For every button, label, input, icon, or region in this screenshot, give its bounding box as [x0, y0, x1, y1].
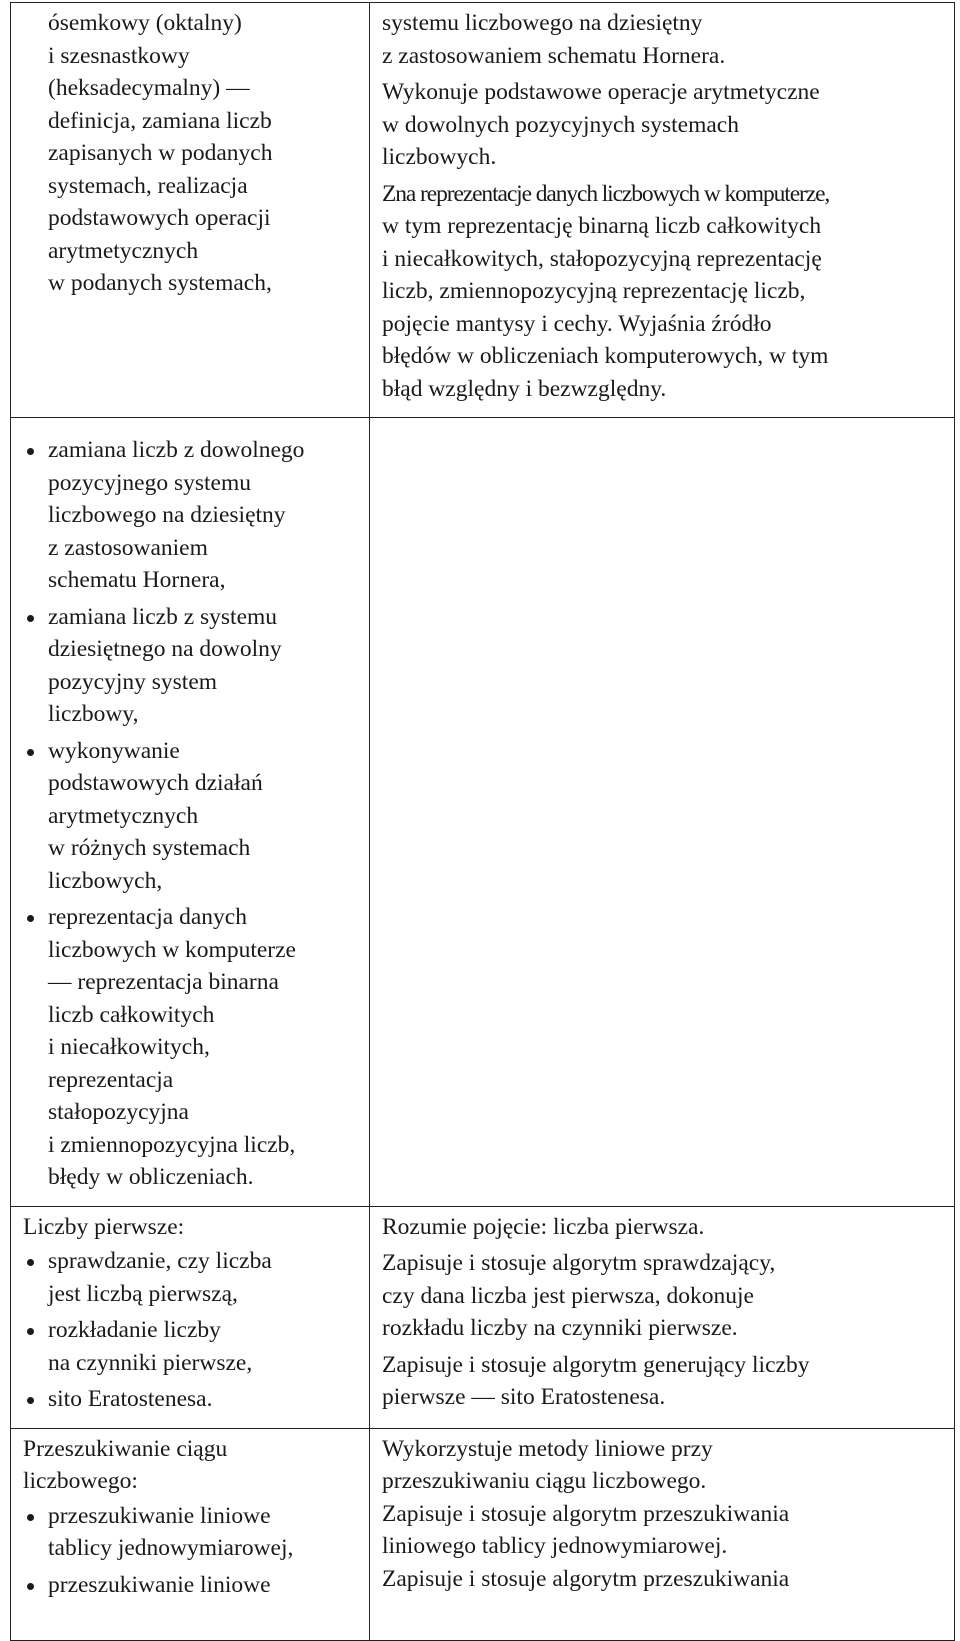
text-line: liczbowych w komputerze — [48, 936, 296, 963]
bullet-list — [23, 1245, 359, 1416]
text-line: arytmetycznych — [48, 802, 199, 829]
bullet-icon — [27, 749, 34, 756]
requirement-paragraph — [382, 7, 944, 72]
content-cell — [11, 418, 370, 1207]
text-line: błędy w obliczeniach. — [48, 1164, 254, 1190]
text-line: liczbowy, — [48, 701, 139, 727]
text-line: liniowego tablicy jednowymiarowej. — [382, 1533, 728, 1559]
text-line: Zna reprezentacje danych liczbowych w komputerze, — [382, 180, 830, 207]
requirements-cell — [370, 1206, 955, 1428]
requirements-cell — [370, 1428, 955, 1640]
text-line: sprawdzanie, czy liczba — [48, 1248, 272, 1274]
text-line: i szesnastkowy — [48, 42, 190, 69]
bullet-icon — [27, 1259, 34, 1266]
text-line: podstawowych działań — [48, 770, 263, 796]
curriculum-table — [10, 2, 955, 1641]
text-line: przeszukiwanie liniowe — [48, 1571, 271, 1598]
requirement-paragraph — [382, 1211, 944, 1244]
text-line: podstawowych operacji — [48, 205, 271, 231]
bullet-icon — [27, 615, 34, 622]
section-heading: Przeszukiwanie ciągu liczbowego: — [23, 1435, 228, 1494]
text-line: liczbowych, — [48, 867, 163, 894]
list-item — [23, 434, 359, 597]
text-line: pozycyjnego systemu — [48, 469, 251, 496]
bullet-icon — [27, 915, 34, 922]
content-cell — [11, 1428, 370, 1640]
text-line: wykonywanie — [48, 737, 180, 764]
text-line: Rozumie pojęcie: liczba pierwsza. — [382, 1213, 705, 1240]
section-heading: Liczby pierwsze: — [23, 1213, 185, 1240]
text-line: w dowolnych pozycyjnych systemach — [382, 111, 739, 138]
text-line: liczb, zmiennopozycyjną reprezentację liczb, — [382, 278, 806, 304]
bullet-icon — [27, 448, 34, 455]
text-line: przeszukiwaniu ciągu liczbowego. — [382, 1468, 707, 1494]
text-line: jest liczbą pierwszą, — [48, 1280, 238, 1307]
text-line: rozkładanie liczby — [48, 1317, 221, 1343]
content-cell — [11, 1206, 370, 1428]
text-line: błędów w obliczeniach komputerowych, w tym — [382, 343, 829, 369]
text-line: systemu liczbowego na dziesiętny — [382, 10, 703, 36]
text-line: reprezentacja — [48, 1066, 174, 1093]
text-line: Zapisuje i stosuje algorytm przeszukiwania — [382, 1500, 790, 1527]
text-line: zamiana liczb z systemu — [48, 603, 278, 630]
text-line: arytmetycznych — [48, 237, 199, 264]
list-item — [23, 1383, 359, 1416]
text-line: błąd względny i bezwzględny. — [382, 375, 667, 402]
text-line: systemach, realizacja — [48, 172, 248, 199]
text-line: (heksadecymalny) — — [48, 75, 250, 101]
text-line: zamiana liczb z dowolnego — [48, 437, 305, 463]
text-line: w tym reprezentację binarną liczb całkowitych — [382, 213, 822, 239]
requirement-paragraph — [382, 1247, 944, 1345]
text-line: tablicy jednowymiarowej, — [48, 1535, 294, 1561]
requirements-cell — [370, 418, 955, 1207]
text-line: Zapisuje i stosuje algorytm przeszukiwania — [382, 1565, 790, 1592]
requirement-paragraph — [382, 1563, 944, 1596]
text-line: i niecałkowitych, stałopozycyjną reprezentację — [382, 245, 822, 272]
requirement-paragraph — [382, 76, 944, 174]
requirement-paragraph — [382, 1349, 944, 1414]
text-line: i niecałkowitych, — [48, 1034, 210, 1060]
text-line: reprezentacja danych — [48, 904, 247, 930]
text-line: czy dana liczba jest pierwsza, dokonuje — [382, 1282, 754, 1309]
requirement-paragraph — [382, 178, 944, 406]
bullet-list — [23, 434, 359, 1194]
bullet-icon — [27, 1514, 34, 1521]
text-line: z zastosowaniem — [48, 534, 208, 561]
list-item — [23, 901, 359, 1194]
text-line: liczbowego na dziesiętny — [48, 502, 286, 528]
list-item — [23, 601, 359, 731]
list-item — [23, 1314, 359, 1379]
text-line: Zapisuje i stosuje algorytm sprawdzający, — [382, 1250, 776, 1276]
list-item — [23, 1500, 359, 1565]
continued-text — [23, 7, 359, 300]
text-line: liczbowych. — [382, 144, 497, 170]
text-line: — reprezentacja binarna — [48, 969, 279, 995]
text-line: z zastosowaniem schematu Hornera. — [382, 42, 726, 69]
text-line: pierwsze — sito Eratostenesa. — [382, 1384, 666, 1410]
text-line: na czynniki pierwsze, — [48, 1349, 253, 1376]
bullet-icon — [27, 1583, 34, 1590]
bullet-list — [23, 1500, 359, 1602]
list-item — [23, 1245, 359, 1310]
text-line: ósemkowy (oktalny) — [48, 10, 242, 36]
table-row — [11, 418, 955, 1207]
text-line: pozycyjny system — [48, 668, 218, 695]
bullet-icon — [27, 1328, 34, 1335]
text-line: dziesiętnego na dowolny — [48, 636, 282, 662]
text-line: Zapisuje i stosuje algorytm generujący liczby — [382, 1351, 810, 1378]
text-line: sito Eratostenesa. — [48, 1386, 213, 1412]
text-line: Wykonuje podstawowe operacje arytmetyczne — [382, 79, 820, 105]
table-row — [11, 1206, 955, 1428]
text-line: definicja, zamiana liczb — [48, 107, 272, 134]
requirement-paragraph — [382, 1433, 944, 1498]
text-line: liczb całkowitych — [48, 1001, 215, 1028]
table-row — [11, 3, 955, 418]
list-item — [23, 1569, 359, 1602]
table-row — [11, 1428, 955, 1640]
bullet-icon — [27, 1397, 34, 1404]
text-line: w podanych systemach, — [48, 270, 272, 296]
text-line: schematu Hornera, — [48, 567, 226, 593]
list-item — [23, 735, 359, 898]
text-line: rozkładu liczby na czynniki pierwsze. — [382, 1315, 738, 1341]
text-line: pojęcie mantysy i cechy. Wyjaśnia źródło — [382, 310, 772, 337]
requirement-paragraph — [382, 1498, 944, 1563]
content-cell — [11, 3, 370, 418]
text-line: zapisanych w podanych — [48, 140, 273, 166]
text-line: stałopozycyjna — [48, 1099, 189, 1125]
text-line: Wykorzystuje metody liniowe przy — [382, 1435, 713, 1462]
requirements-cell — [370, 3, 955, 418]
text-line: przeszukiwanie liniowe — [48, 1502, 271, 1529]
text-line: i zmiennopozycyjna liczb, — [48, 1131, 296, 1158]
text-line: w różnych systemach — [48, 835, 251, 861]
